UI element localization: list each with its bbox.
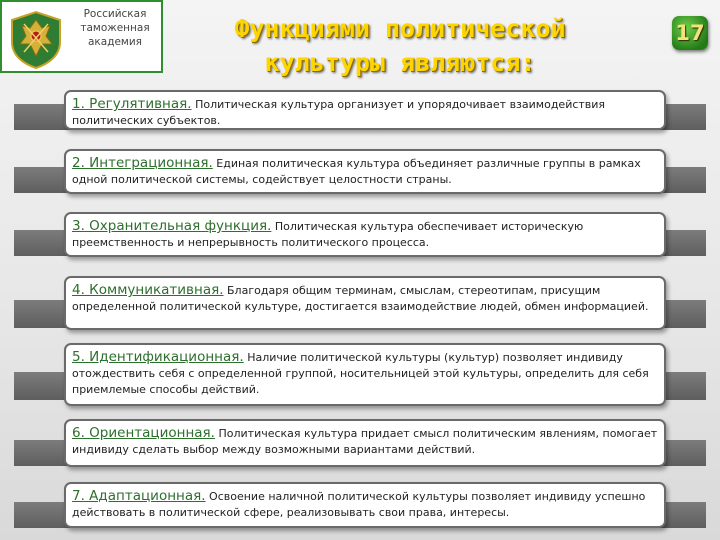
- function-description: Освоение наличной политической культуры позволяет индивиду успешно действовать в политической сфере, реализовывать свои права, интересы.: [72, 490, 646, 519]
- function-card-protective: [64, 212, 666, 257]
- function-description: Наличие политической культуры (культур) позволяет индивиду отождествить себя с определенной группой, носительницей этой культуры, определить для себя приемлемые способы действий.: [72, 351, 649, 396]
- function-heading: 3. Охранительная функция.: [72, 218, 272, 234]
- function-card-orientation: [64, 419, 666, 467]
- function-heading: 2. Интеграционная.: [72, 155, 213, 171]
- slide-title: Функциями политической культуры являются:: [234, 14, 566, 77]
- function-heading: 5. Идентификационная.: [72, 349, 244, 365]
- slide-number-badge: 17: [672, 16, 708, 50]
- function-card-integration: [64, 149, 666, 194]
- function-description: Политическая культура обеспечивает историческую преемственность и непрерывность политического процесса.: [72, 220, 584, 249]
- academy-logo-box: [0, 0, 163, 73]
- function-card-identification: [64, 343, 666, 406]
- function-heading: 7. Адаптационная.: [72, 488, 206, 504]
- function-card-communicative: [64, 276, 666, 330]
- function-description: Благодаря общим терминам, смыслам, стереотипам, присущим определенной политической культуре, достигается взаимодействие людей, обмен информацией.: [72, 284, 649, 313]
- function-card-regulatory: [64, 90, 666, 130]
- function-heading: 4. Коммуникативная.: [72, 282, 224, 298]
- function-description: Политическая культура организует и упорядочивает взаимодействия политических субъектов.: [72, 98, 606, 127]
- function-heading: 6. Ориентационная.: [72, 425, 215, 441]
- function-description: Политическая культура придает смысл политическим явлениям, помогает индивиду сделать выбор между возможными вариантами действий.: [72, 427, 658, 456]
- function-card-adaptation: [64, 482, 666, 528]
- academy-name: Российская таможенная академия: [80, 8, 150, 48]
- function-description: Единая политическая культура объединяет различные группы в рамках одной политической системы, содействует целостности страны.: [72, 157, 641, 186]
- customs-academy-emblem-icon: [6, 6, 66, 70]
- function-heading: 1. Регулятивная.: [72, 96, 192, 112]
